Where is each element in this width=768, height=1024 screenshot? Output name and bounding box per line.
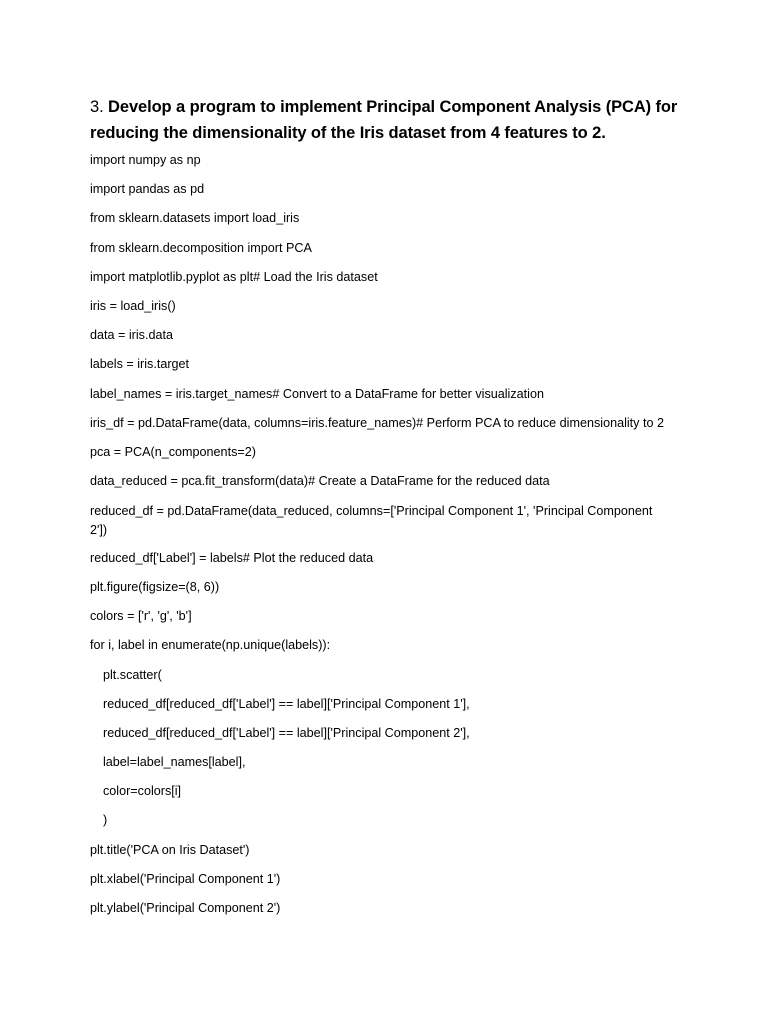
code-line: reduced_df = pd.DataFrame(data_reduced, columns=['Principal Component 1', 'Principal Component 2']): [90, 504, 653, 538]
code-line: data = iris.data: [90, 328, 173, 343]
code-line: iris = load_iris(): [90, 298, 176, 313]
code-line: import numpy as np: [90, 153, 201, 167]
code-line: data_reduced = pca.fit_transform(data)# Create a DataFrame for the reduced data: [90, 474, 550, 489]
code-line: import pandas as pd: [90, 182, 205, 197]
code-line: colors = ['r', 'g', 'b']: [90, 609, 192, 624]
question-text: Develop a program to implement Principal Component Analysis (PCA) for reducing the dimensionality of the Iris dataset from 4 features to 2.: [90, 98, 678, 142]
code-line: from sklearn.datasets import load_iris: [90, 211, 300, 226]
code-line: plt.ylabel('Principal Component 2'): [90, 901, 281, 915]
code-line: label_names = iris.target_names# Convert to a DataFrame for better visualization: [90, 386, 544, 401]
code-line: label=label_names[label],: [103, 755, 246, 770]
code-line: pca = PCA(n_components=2): [90, 444, 256, 459]
code-line: plt.figure(figsize=(8, 6)): [90, 579, 220, 594]
code-line: for i, label in enumerate(np.unique(labels)):: [90, 638, 331, 653]
code-line: reduced_df[reduced_df['Label'] == label]['Principal Component 1'],: [103, 696, 470, 711]
code-line: iris_df = pd.DataFrame(data, columns=iris.feature_names)# Perform PCA to reduce dimensionality to 2: [90, 415, 664, 430]
code-line: ): [103, 813, 108, 828]
code-line: plt.xlabel('Principal Component 1'): [90, 871, 281, 886]
code-line: plt.scatter(: [103, 667, 162, 682]
question-heading: [90, 94, 690, 146]
code-line: reduced_df['Label'] = labels# Plot the reduced data: [90, 550, 374, 565]
code-listing: [90, 152, 690, 929]
code-line: plt.title('PCA on Iris Dataset'): [90, 842, 250, 857]
code-line: from sklearn.decomposition import PCA: [90, 240, 312, 255]
code-line: reduced_df[reduced_df['Label'] == label]['Principal Component 2'],: [103, 725, 470, 740]
code-line: color=colors[i]: [103, 784, 182, 799]
question-number: 3.: [90, 98, 109, 116]
code-line: import matplotlib.pyplot as plt# Load the Iris dataset: [90, 269, 378, 284]
code-line: labels = iris.target: [90, 357, 190, 372]
